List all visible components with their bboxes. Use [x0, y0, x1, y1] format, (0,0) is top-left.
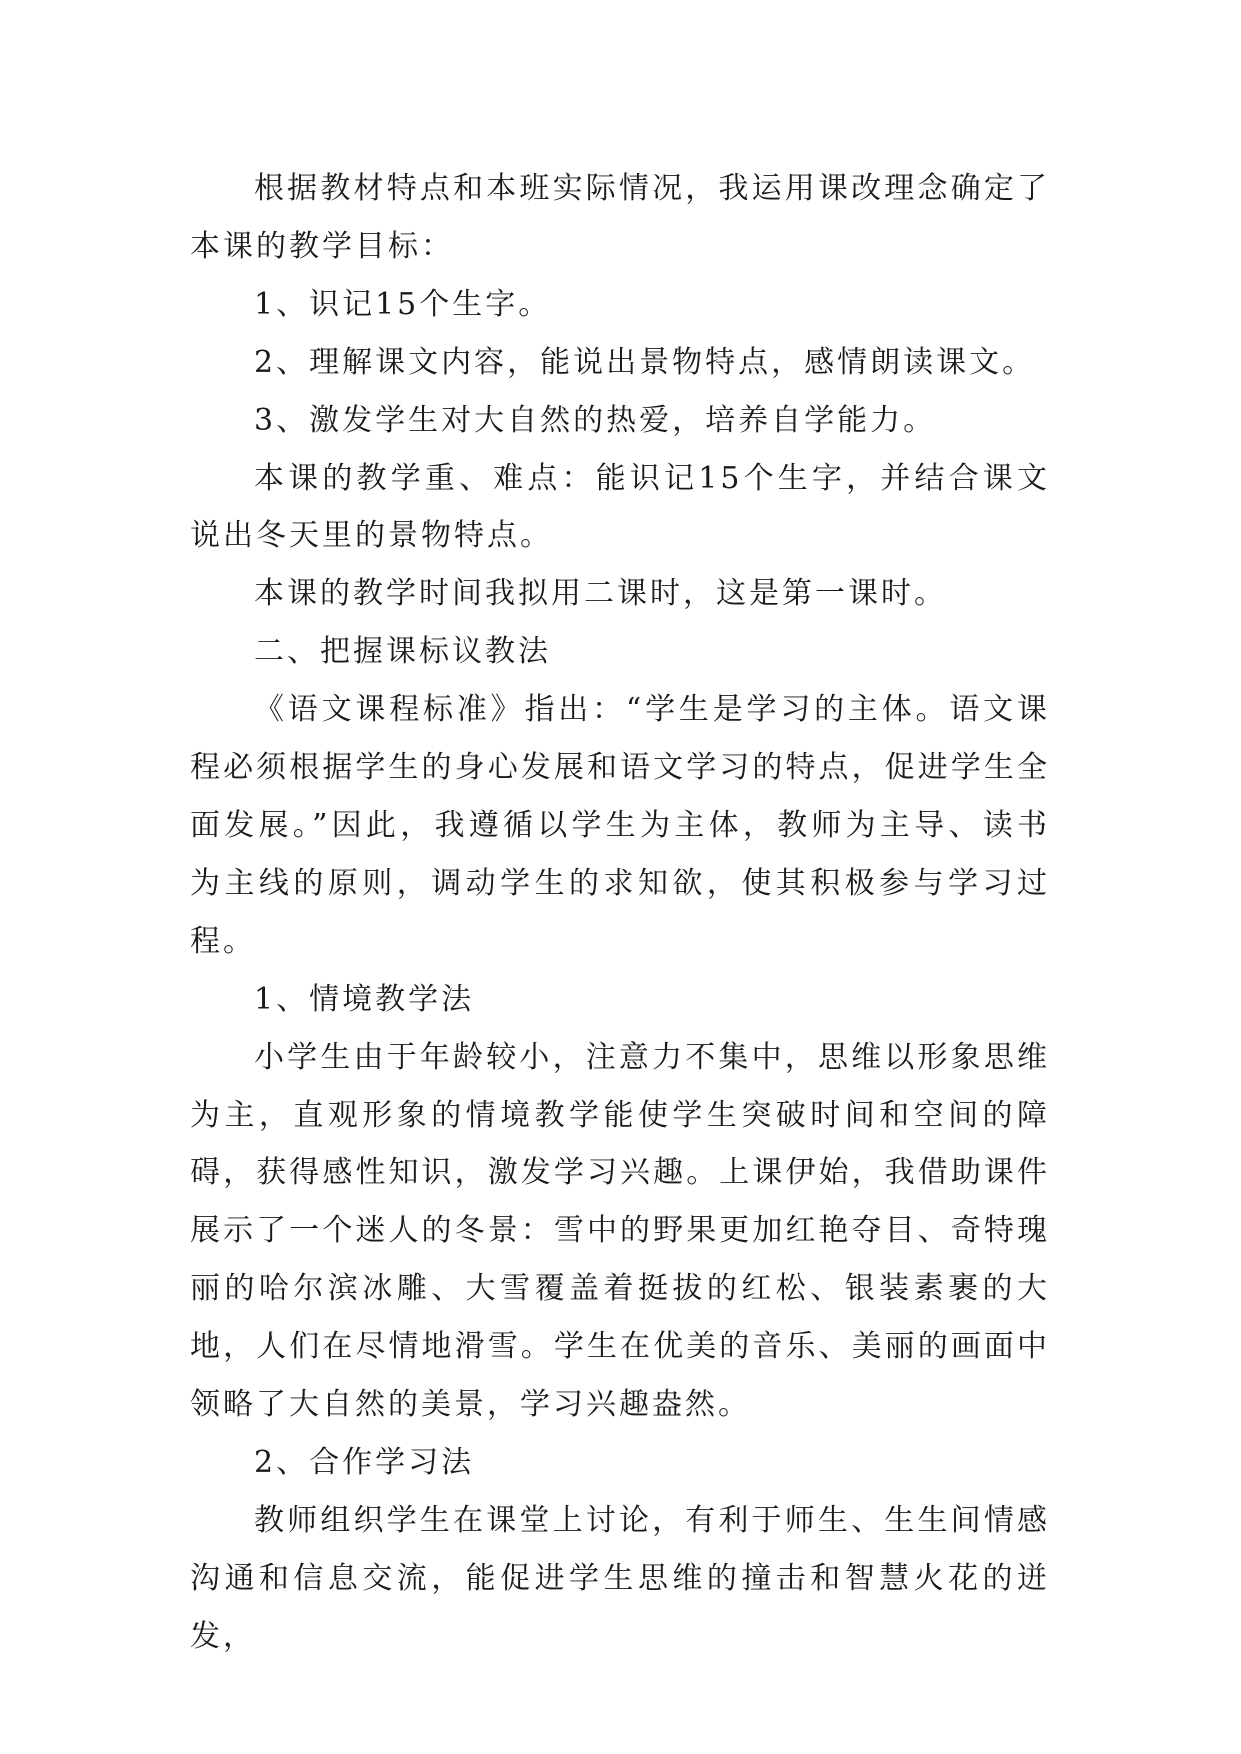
paragraph: 《语文课程标准》指出：“学生是学习的主体。语文课程必须根据学生的身心发展和语文学习的特点，促进学生全面发展。”因此，我遵循以学生为主体，教师为主导、读书为主线的原则，调动学生的求知欲，使其积极参与学习过程。: [190, 692, 1050, 959]
paragraph: 3、激发学生对大自然的热爱，培养自学能力。: [254, 402, 937, 438]
paragraph: 根据教材特点和本班实际情况，我运用课改理念确定了本课的教学目标：: [190, 171, 1050, 264]
paragraph: 2、理解课文内容，能说出景物特点，感情朗读课文。: [254, 344, 1036, 380]
paragraph: 小学生由于年龄较小，注意力不集中，思维以形象思维为主，直观形象的情境教学能使学生突破时间和空间的障碍，获得感性知识，激发学习兴趣。上课伊始，我借助课件展示了一个迷人的冬景：雪中的野果更加红艳夺目、奇特瑰丽的哈尔滨冰雕、大雪覆盖着挺拔的红松、银装素裹的大地，人们在尽情地滑雪。学生在优美的音乐、美丽的画面中领略了大自然的美景，学习兴趣盎然。: [190, 1039, 1050, 1423]
document-body: [190, 160, 1050, 1666]
subsection-heading: 2、合作学习法: [254, 1444, 475, 1480]
paragraph: 本课的教学时间我拟用二课时，这是第一课时。: [254, 576, 947, 612]
paragraph: 教师组织学生在课堂上讨论，有利于师生、生生间情感沟通和信息交流，能促进学生思维的撞击和智慧火花的迸发，: [190, 1502, 1050, 1654]
paragraph: 本课的教学重、难点：能识记15个生字，并结合课文说出冬天里的景物特点。: [190, 460, 1050, 554]
subsection-heading: 1、情境教学法: [254, 981, 475, 1017]
paragraph: 1、识记15个生字。: [254, 286, 552, 322]
section-heading: 二、把握课标议教法: [254, 634, 551, 670]
